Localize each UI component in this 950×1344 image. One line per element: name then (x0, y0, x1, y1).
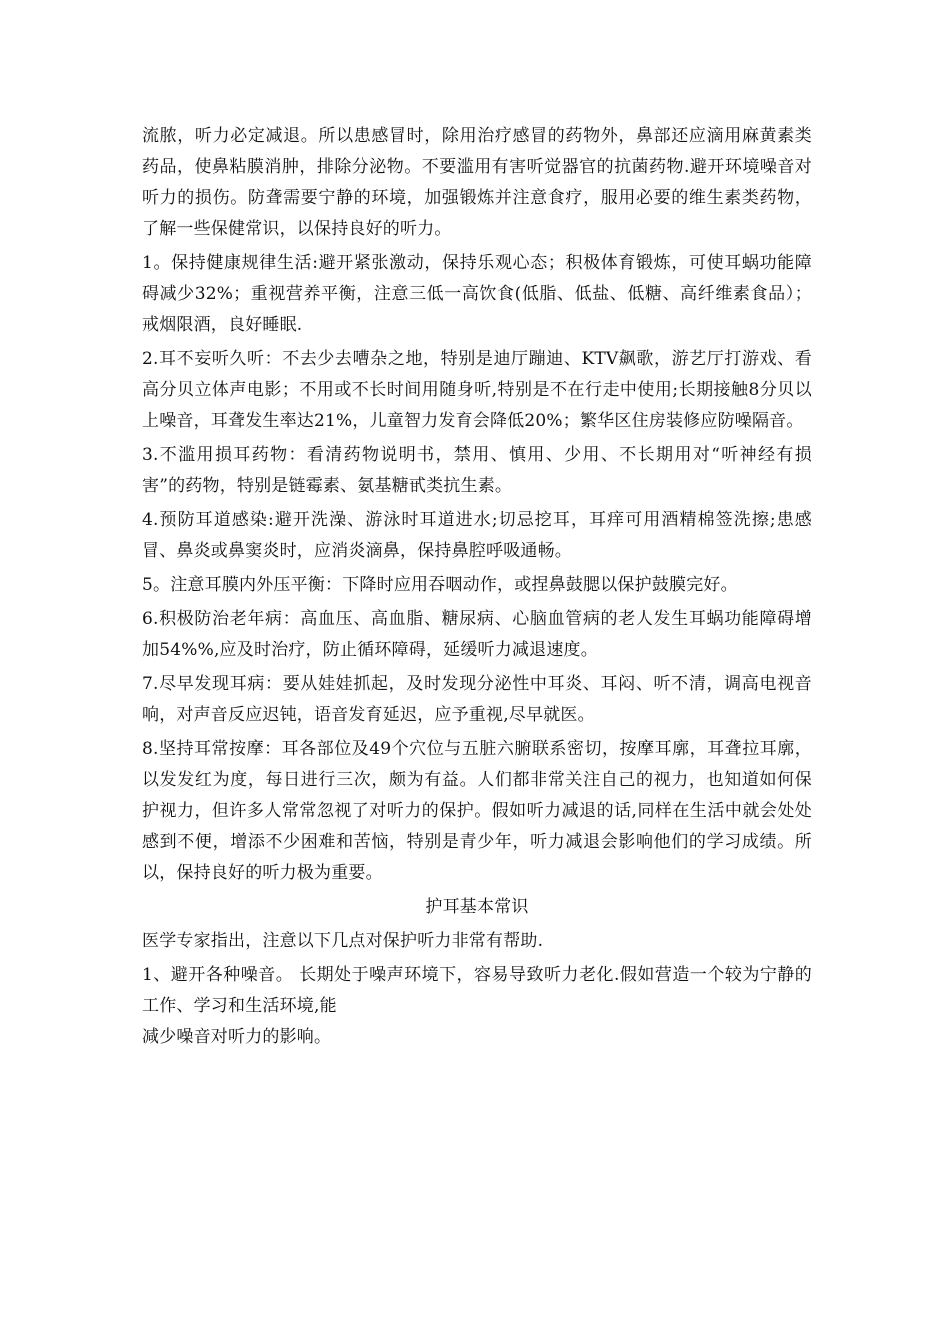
paragraph-item-5: 5。注意耳膜内外压平衡：下降时应用吞咽动作，或捏鼻鼓腮以保护鼓膜完好。 (142, 575, 738, 595)
document-body (142, 121, 812, 1053)
section-item-1-line-2: 减少噪音对听力的影响。 (142, 1027, 332, 1047)
paragraph-item-8: 8.坚持耳常按摩：耳各部位及49个穴位与五脏六腑联系密切，按摩耳廓，耳聋拉耳廓，以发发红为度，每日进行三次，颇为有益。人们都非常关注自己的视力，也知道如何保护视力，但许多人常常忽视了对听力的保护。假如听力减退的话,同样在生活中就会处处感到不便，增添不少困难和苦恼，特别是青少年，听力减退会影响他们的学习成绩。所以，保持良好的听力极为重要。 (142, 739, 812, 883)
section-item-1 (142, 960, 812, 1053)
section-heading: 护耳基本常识 (425, 897, 529, 917)
paragraph-item-4: 4.预防耳道感染:避开洗澡、游泳时耳道进水;切忌挖耳，耳痒可用酒精棉签洗擦;患感冒、鼻炎或鼻窦炎时，应消炎滴鼻，保持鼻腔呼吸通畅。 (142, 510, 812, 561)
paragraph-item-6: 6.积极防治老年病：高血压、高血脂、糖尿病、心脑血管病的老人发生耳蜗功能障碍增加54%%,应及时治疗，防止循环障碍，延缓听力减退速度。 (142, 609, 812, 660)
section-intro: 医学专家指出，注意以下几点对保护听力非常有帮助. (142, 931, 544, 951)
paragraph-item-3: 3.不滥用损耳药物：看清药物说明书，禁用、慎用、少用、不长期用对“听神经有损害”的药物，特别是链霉素、氨基糖甙类抗生素。 (142, 445, 812, 496)
paragraph-item-7: 7.尽早发现耳病：要从娃娃抓起，及时发现分泌性中耳炎、耳闷、听不清，调高电视音响，对声音反应迟钝，语音发育延迟，应予重视,尽早就医。 (142, 674, 812, 725)
paragraph-item-1: 1。保持健康规律生活:避开紧张激动，保持乐观心态；积极体育锻炼，可使耳蜗功能障碍减少32%；重视营养平衡，注意三低一高饮食(低脂、低盐、低糖、高纤维素食品）；戒烟限酒，良好睡眠. (142, 253, 812, 335)
paragraph-item-2: 2.耳不妄听久听：不去少去嘈杂之地，特别是迪厅蹦迪、KTV飙歌，游艺厅打游戏、看高分贝立体声电影；不用或不长时间用随身听,特别是不在行走中使用;长期接触8分贝以上噪音，耳聋发生率达21%，儿童智力发育会降低20%；繁华区住房装修应防噪隔音。 (142, 349, 812, 431)
paragraph-intro-text: 流脓，听力必定减退。所以患感冒时，除用治疗感冒的药物外，鼻部还应滴用麻黄素类药品，使鼻粘膜消肿，排除分泌物。不要滥用有害听觉器官的抗菌药物.避开环境噪音对听力的损伤。防聋需要宁静的环境，加强锻炼并注意食疗，服用必要的维生素类药物，了解一些保健常识，以保持良好的听力。 (142, 126, 812, 239)
section-item-1-line-1: 1、避开各种噪音。 长期处于噪声环境下，容易导致听力老化.假如营造一个较为宁静的工作、学习和生活环境,能 (142, 965, 812, 1016)
